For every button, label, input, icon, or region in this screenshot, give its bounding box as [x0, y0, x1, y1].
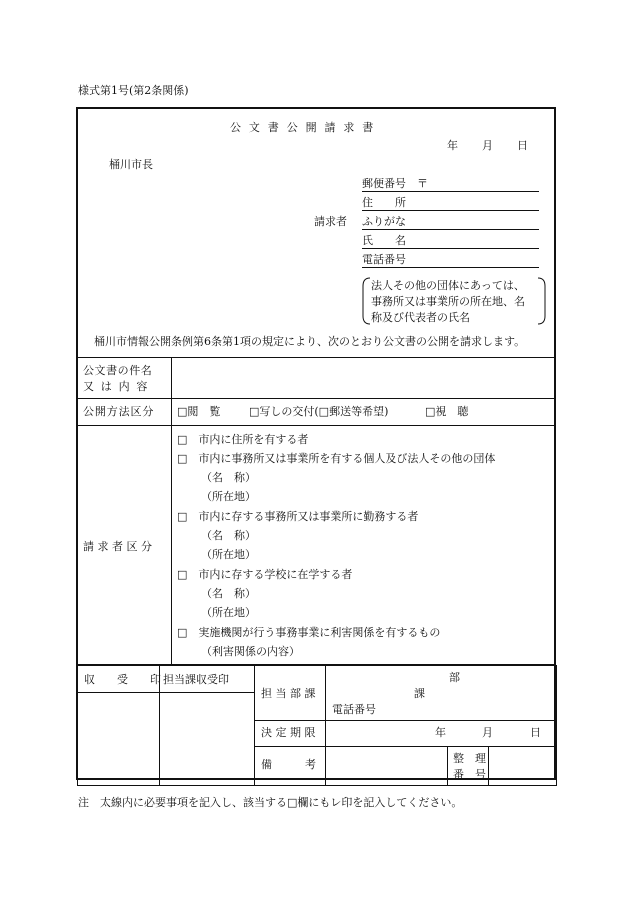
category-name-field[interactable]: （名 称） [201, 529, 256, 542]
category-location-field[interactable]: （所在地） [201, 490, 256, 503]
office-phone-label: 電話番号 [332, 703, 376, 716]
phone-label: 電話番号 [362, 253, 406, 266]
category-location-field[interactable]: （所在地） [201, 548, 256, 561]
ka-label: 課 [414, 687, 425, 700]
thick-divider [77, 664, 555, 666]
row-divider [77, 692, 255, 693]
form-id: 様式第1号(第2条関係) [78, 84, 189, 97]
category-option-business[interactable]: □ 市内に事務所又は事業所を有する個人及び法人その他の団体 [177, 452, 496, 465]
name-line[interactable] [362, 248, 539, 249]
column-divider [447, 746, 448, 786]
column-divider [171, 357, 172, 665]
method-label: 公開方法区分 [83, 405, 155, 418]
receipt-stamp-label: 収 受 印 [84, 673, 161, 686]
footnote: 注 太線内に必要事項を記入し、該当する□欄にもレ印を記入してください。 [78, 796, 463, 809]
name-label: 氏 名 [362, 234, 406, 247]
deadline-year[interactable]: 年 [435, 726, 446, 739]
subject-label-2: 又 は 内 容 [83, 380, 150, 393]
date-day[interactable]: 日 [517, 139, 528, 152]
date-month[interactable]: 月 [482, 139, 493, 152]
deadline-label: 決 定 期 限 [261, 726, 316, 739]
address-line[interactable] [362, 210, 539, 211]
form-title: 公 文 書 公 開 請 求 書 [230, 121, 376, 134]
date-year[interactable]: 年 [447, 139, 458, 152]
category-location-field[interactable]: （所在地） [201, 606, 256, 619]
addressee: 桶川市長 [109, 158, 153, 171]
deadline-day[interactable]: 日 [530, 726, 541, 739]
row-divider [77, 398, 555, 399]
office-border [556, 665, 557, 786]
subject-label-1: 公文書の件名 [83, 364, 153, 377]
requester-label: 請求者 [314, 215, 347, 228]
furigana-label: ふりがな [362, 215, 406, 228]
method-option-copy[interactable]: □写しの交付(□郵送等希望) [249, 405, 389, 418]
office-border [77, 785, 557, 786]
postal-code-line[interactable] [362, 191, 539, 192]
dept-label: 担 当 部 課 [261, 687, 316, 700]
category-label: 請 求 者 区 分 [83, 540, 152, 553]
subject-field[interactable] [172, 358, 554, 398]
postal-code-label: 郵便番号 〒 [362, 177, 428, 190]
bu-label: 部 [449, 671, 460, 684]
column-divider [325, 665, 326, 786]
remarks-label: 備 考 [261, 758, 316, 771]
seiri-top-label: 整 理 [453, 752, 486, 765]
request-statement: 桶川市情報公開条例第6条第1項の規定により、次のとおり公文書の公開を請求します。 [94, 335, 526, 348]
category-option-resident[interactable]: □ 市内に住所を有する者 [177, 433, 309, 446]
column-divider [488, 746, 489, 786]
note-line-2: 事務所又は事業所の所在地、名 [371, 295, 525, 308]
method-option-view[interactable]: □閲 覧 [177, 405, 221, 418]
address-label: 住 所 [362, 196, 406, 209]
phone-line[interactable] [362, 267, 539, 268]
row-divider [254, 746, 556, 747]
deadline-month[interactable]: 月 [482, 726, 493, 739]
method-option-listen[interactable]: □視 聴 [425, 405, 469, 418]
category-name-field[interactable]: （名 称） [201, 471, 256, 484]
row-divider [254, 720, 556, 721]
category-option-interest[interactable]: □ 実施機関が行う事務事業に利害関係を有するもの [177, 626, 441, 639]
dept-stamp-label: 担当課収受印 [163, 673, 229, 686]
seiri-bottom-label: 番 号 [453, 768, 486, 781]
category-interest-field[interactable]: （利害関係の内容） [201, 645, 300, 658]
note-line-3: 称及び代表者の氏名 [371, 311, 470, 324]
category-option-student[interactable]: □ 市内に存する学校に在学する者 [177, 568, 353, 581]
note-line-1: 法人その他の団体にあっては、 [371, 279, 525, 292]
row-divider [77, 425, 555, 426]
column-divider [254, 665, 255, 786]
furigana-line[interactable] [362, 229, 539, 230]
category-option-worker[interactable]: □ 市内に存する事務所又は事業所に勤務する者 [177, 510, 419, 523]
category-name-field[interactable]: （名 称） [201, 587, 256, 600]
office-border [77, 665, 78, 786]
